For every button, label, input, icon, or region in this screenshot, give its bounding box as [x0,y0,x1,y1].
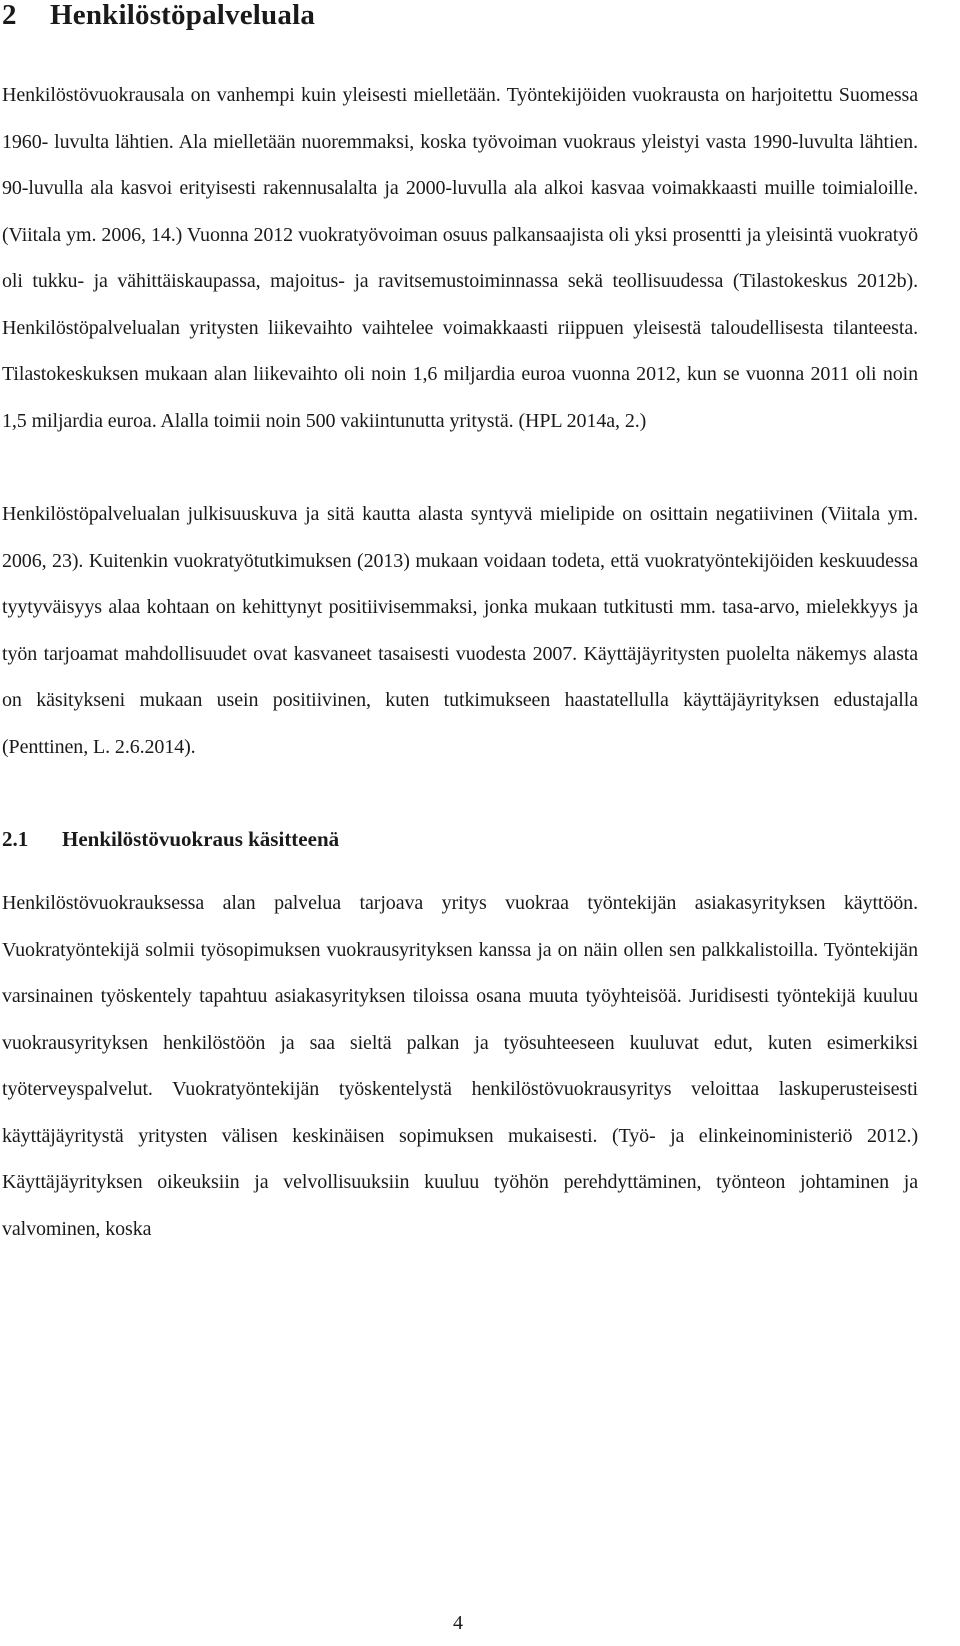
page-number: 4 [453,1612,463,1634]
paragraph-3: Henkilöstövuokrauksessa alan palvelua tarjoava yritys vuokraa työntekijän asiakasyrityksen käyttöön. Vuokratyöntekijä solmii työsopimuksen vuokrausyrityksen kanssa ja on näin ollen sen palkkalistoilla. Työntekijän varsinainen työskentely tapahtuu asiakasyrityksen tiloissa osana muuta työyhteisöä. Juridisesti työntekijä kuuluu vuokrausyrityksen henkilöstöön ja saa sieltä palkan ja työsuhteeseen kuuluvat edut, kuten esimerkiksi työterveyspalvelut. Vuokratyöntekijän työskentelystä henkilöstövuokrausyritys veloittaa laskuperusteisesti käyttäjäyritystä yritysten välisen keskinäisen sopimuksen mukaisesti. (Työ- ja elinkeinoministeriö 2012.) Käyttäjäyrityksen oikeuksiin ja velvollisuuksiin kuuluu työhön perehdyttäminen, työnteon johtaminen ja valvominen, koska [2,892,918,1240]
subsection-heading [2,824,918,854]
section-heading [2,0,918,30]
subsection-title: Henkilöstövuokraus käsitteenä [62,827,340,851]
section-title: Henkilöstöpalveluala [50,0,316,31]
section-number: 2 [2,0,17,31]
subsection-number: 2.1 [2,827,29,851]
paragraph-2: Henkilöstöpalvelualan julkisuuskuva ja sitä kautta alasta syntyvä mielipide on osittain negatiivinen (Viitala ym. 2006, 23). Kuitenkin vuokratyötutkimuksen (2013) mukaan voidaan todeta, että vuokratyöntekijöiden keskuudessa tyytyväisyys alaa kohtaan on kehittynyt positiivisemmaksi, jonka mukaan tutkitusti mm. tasa-arvo, mielekkyys ja työn tarjoamat mahdollisuudet ovat kasvaneet tasaisesti vuodesta 2007. Käyttäjäyritysten puolelta näkemys alasta on käsitykseni mukaan usein positiivinen, kuten tutkimukseen haastatellulla käyttäjäyrityksen edustajalla (Penttinen, L. 2.6.2014). [2,503,918,758]
paragraph-1: Henkilöstövuokrausala on vanhempi kuin yleisesti mielletään. Työntekijöiden vuokrausta on harjoitettu Suomessa 1960- luvulta lähtien. Ala mielletään nuoremmaksi, koska työvoiman vuokraus yleistyi vasta 1990-luvulta lähtien. 90-luvulla ala kasvoi erityisesti rakennusalalta ja 2000-luvulla ala alkoi kasvaa voimakkaasti muille toimialoille. (Viitala ym. 2006, 14.) Vuonna 2012 vuokratyövoiman osuus palkansaajista oli yksi prosentti ja yleisintä vuokratyö oli tukku- ja vähittäiskaupassa, majoitus- ja ravitsemustoiminnassa sekä teollisuudessa (Tilastokeskus 2012b). Henkilöstöpalvelualan yritysten liikevaihto vaihtelee voimakkaasti riippuen yleisestä taloudellisesta tilanteesta. Tilastokeskuksen mukaan alan liikevaihto oli noin 1,6 miljardia euroa vuonna 2012, kun se vuonna 2011 oli noin 1,5 miljardia euroa. Alalla toimii noin 500 vakiintunutta yritystä. (HPL 2014a, 2.) [2,84,918,432]
